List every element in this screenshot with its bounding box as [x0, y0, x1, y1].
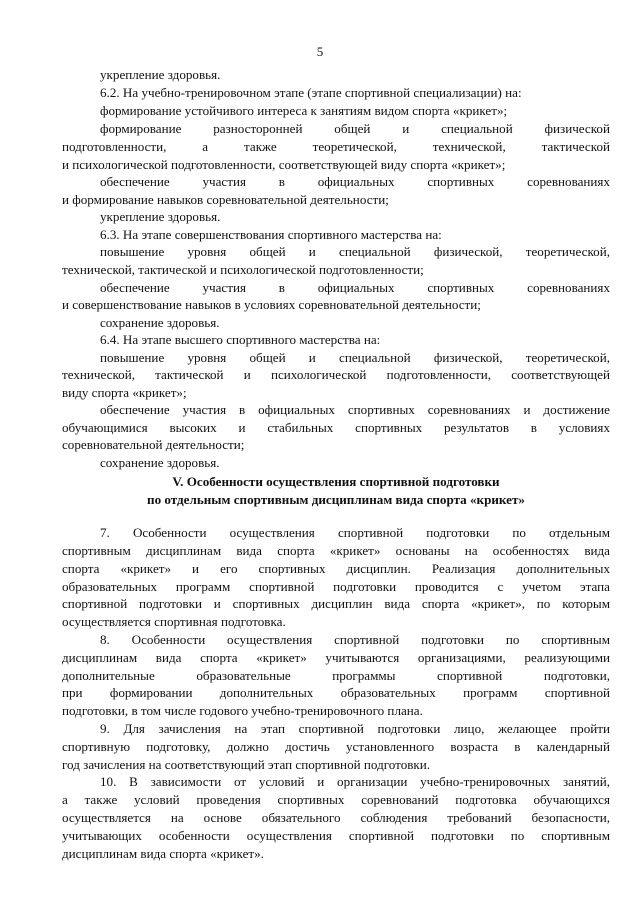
text-line: формирование устойчивого интереса к занятиям видом спорта «крикет»; — [100, 103, 508, 118]
text-line: год зачисления на соответствующий этап спортивной подготовки. — [62, 757, 431, 772]
text-line: соревновательной деятельности; — [62, 437, 245, 452]
text-line: подготовленности, а также теоретической, технической, тактической — [62, 139, 610, 154]
text-line: дисциплинам вида спорта «крикет». — [62, 846, 264, 861]
text-line: подготовки, в том числе годового учебно-тренировочного плана. — [62, 703, 423, 718]
text-line: спортивным дисциплинам вида спорта «крикет» основаны на особенностях вида — [62, 543, 610, 558]
text-line: учитывающих особенности осуществления спортивной подготовки по спортивным — [62, 828, 610, 843]
section-heading: по отдельным спортивным дисциплинам вида спорта «крикет» — [147, 492, 525, 507]
text-line: спорта «крикет» и его спортивных дисциплин. Реализация дополнительных — [62, 561, 610, 576]
text-line: и формирование навыков соревновательной деятельности; — [62, 192, 389, 207]
text-line: повышение уровня общей и специальной физической, теоретической, — [100, 244, 610, 259]
text-line: а также условий проведения спортивных соревнований подготовка обучающихся — [62, 792, 610, 807]
text-line: осуществляется на основе обязательного соблюдения требований безопасности, — [62, 810, 610, 825]
text-line: повышение уровня общей и специальной физической, теоретической, — [100, 350, 610, 365]
text-line: 6.4. На этапе высшего спортивного мастерства на: — [100, 332, 381, 347]
text-line: обучающимися высоких и стабильных спортивных результатов в условиях — [62, 420, 610, 435]
text-line: спортивную подготовку, должно достичь установленного возраста в календарный — [62, 739, 610, 754]
text-line: формирование разносторонней общей и специальной физической — [100, 121, 610, 136]
text-line: осуществляется спортивная подготовка. — [62, 614, 286, 629]
text-line: обеспечение участия в официальных спортивных соревнованиях и достижение — [100, 402, 610, 417]
text-line: обеспечение участия в официальных спортивных соревнованиях — [100, 174, 610, 189]
text-line: спортивной подготовки и спортивных дисциплин вида спорта «крикет», по которым — [62, 596, 610, 611]
text-line: 10. В зависимости от условий и организации учебно-тренировочных занятий, — [100, 774, 610, 789]
text-line: технической, тактической и психологической подготовленности; — [62, 262, 424, 277]
text-line: дополнительные образовательные программы спортивной подготовки, — [62, 668, 610, 683]
text-line: и психологической подготовленности, соответствующей виду спорта «крикет»; — [62, 157, 506, 172]
section-heading: V. Особенности осуществления спортивной подготовки — [172, 474, 500, 489]
page-number: 5 — [316, 44, 324, 59]
text-line: 8. Особенности осуществления спортивной подготовки по спортивным — [100, 632, 610, 647]
text-line: виду спорта «крикет»; — [62, 385, 187, 400]
text-line: и совершенствование навыков в условиях соревновательной деятельности; — [62, 297, 481, 312]
text-line: 6.3. На этапе совершенствования спортивного мастерства на: — [100, 227, 442, 242]
text-line: 9. Для зачисления на этап спортивной подготовки лицо, желающее пройти — [100, 721, 610, 736]
text-line: сохранение здоровья. — [100, 315, 220, 330]
text-line: 6.2. На учебно-тренировочном этапе (этапе спортивной специализации) на: — [100, 85, 522, 100]
text-line: при формировании дополнительных образовательных программ спортивной — [62, 685, 610, 700]
text-line: технической, тактической и психологической подготовленности, соответствующей — [62, 367, 610, 382]
text-line: сохранение здоровья. — [100, 455, 220, 470]
text-line: образовательных программ спортивной подготовки проводится с учетом этапа — [62, 579, 610, 594]
text-line: 7. Особенности осуществления спортивной подготовки по отдельным — [100, 525, 610, 540]
text-line: обеспечение участия в официальных спортивных соревнованиях — [100, 280, 610, 295]
text-line: дисциплинам вида спорта «крикет» учитываются организациями, реализующими — [62, 650, 610, 665]
text-line: укрепление здоровья. — [100, 209, 221, 224]
text-line: укрепление здоровья. — [100, 67, 221, 82]
